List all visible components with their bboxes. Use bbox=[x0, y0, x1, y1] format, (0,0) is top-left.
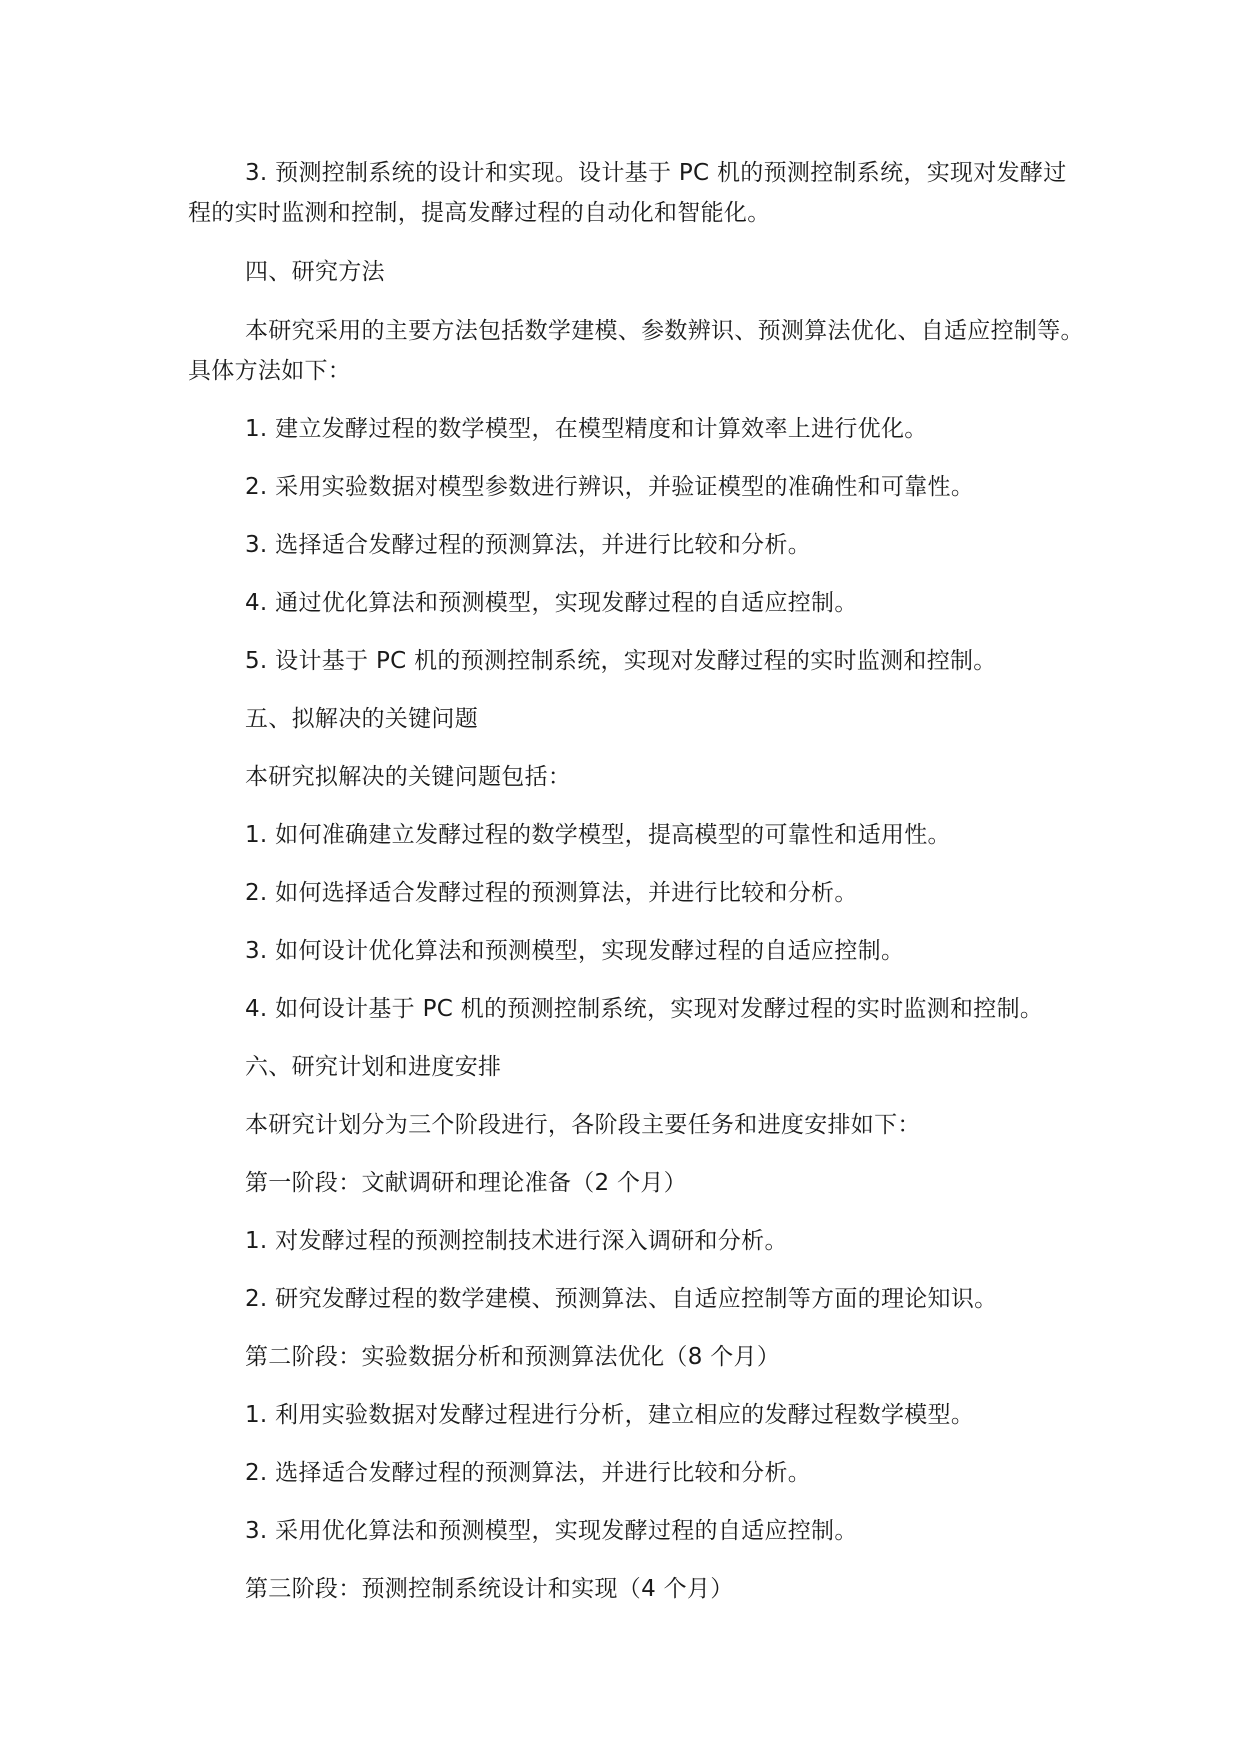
list-item: 1. 如何准确建立发酵过程的数学模型，提高模型的可靠性和适用性。 bbox=[245, 822, 951, 848]
list-item: 4. 如何设计基于 PC 机的预测控制系统，实现对发酵过程的实时监测和控制。 bbox=[245, 996, 1044, 1022]
section-heading: 四、研究方法 bbox=[245, 259, 385, 285]
paragraph-line: 3. 预测控制系统的设计和实现。设计基于 PC 机的预测控制系统，实现对发酵过 bbox=[245, 160, 1067, 186]
paragraph-line: 本研究拟解决的关键问题包括： bbox=[245, 764, 572, 790]
list-item: 2. 采用实验数据对模型参数进行辨识，并验证模型的准确性和可靠性。 bbox=[245, 474, 975, 500]
section-heading: 五、拟解决的关键问题 bbox=[245, 706, 478, 732]
list-item: 1. 利用实验数据对发酵过程进行分析，建立相应的发酵过程数学模型。 bbox=[245, 1402, 975, 1428]
list-item: 4. 通过优化算法和预测模型，实现发酵过程的自适应控制。 bbox=[245, 590, 858, 616]
paragraph-line: 具体方法如下： bbox=[188, 358, 352, 384]
list-item: 3. 选择适合发酵过程的预测算法，并进行比较和分析。 bbox=[245, 532, 812, 558]
phase-heading: 第一阶段：文献调研和理论准备（2 个月） bbox=[245, 1170, 687, 1196]
list-item: 1. 建立发酵过程的数学模型，在模型精度和计算效率上进行优化。 bbox=[245, 416, 928, 442]
list-item: 2. 研究发酵过程的数学建模、预测算法、自适应控制等方面的理论知识。 bbox=[245, 1286, 998, 1312]
list-item: 3. 如何设计优化算法和预测模型，实现发酵过程的自适应控制。 bbox=[245, 938, 905, 964]
list-item: 1. 对发酵过程的预测控制技术进行深入调研和分析。 bbox=[245, 1228, 788, 1254]
list-item: 5. 设计基于 PC 机的预测控制系统，实现对发酵过程的实时监测和控制。 bbox=[245, 648, 997, 674]
paragraph-line: 本研究采用的主要方法包括数学建模、参数辨识、预测算法优化、自适应控制等。 bbox=[245, 318, 1084, 344]
paragraph-line: 本研究计划分为三个阶段进行，各阶段主要任务和进度安排如下： bbox=[245, 1112, 921, 1138]
paragraph-line: 程的实时监测和控制，提高发酵过程的自动化和智能化。 bbox=[188, 200, 771, 226]
list-item: 2. 选择适合发酵过程的预测算法，并进行比较和分析。 bbox=[245, 1460, 812, 1486]
list-item: 3. 采用优化算法和预测模型，实现发酵过程的自适应控制。 bbox=[245, 1518, 858, 1544]
phase-heading: 第三阶段：预测控制系统设计和实现（4 个月） bbox=[245, 1576, 734, 1602]
section-heading: 六、研究计划和进度安排 bbox=[245, 1054, 502, 1080]
list-item: 2. 如何选择适合发酵过程的预测算法，并进行比较和分析。 bbox=[245, 880, 858, 906]
phase-heading: 第二阶段：实验数据分析和预测算法优化（8 个月） bbox=[245, 1344, 781, 1370]
